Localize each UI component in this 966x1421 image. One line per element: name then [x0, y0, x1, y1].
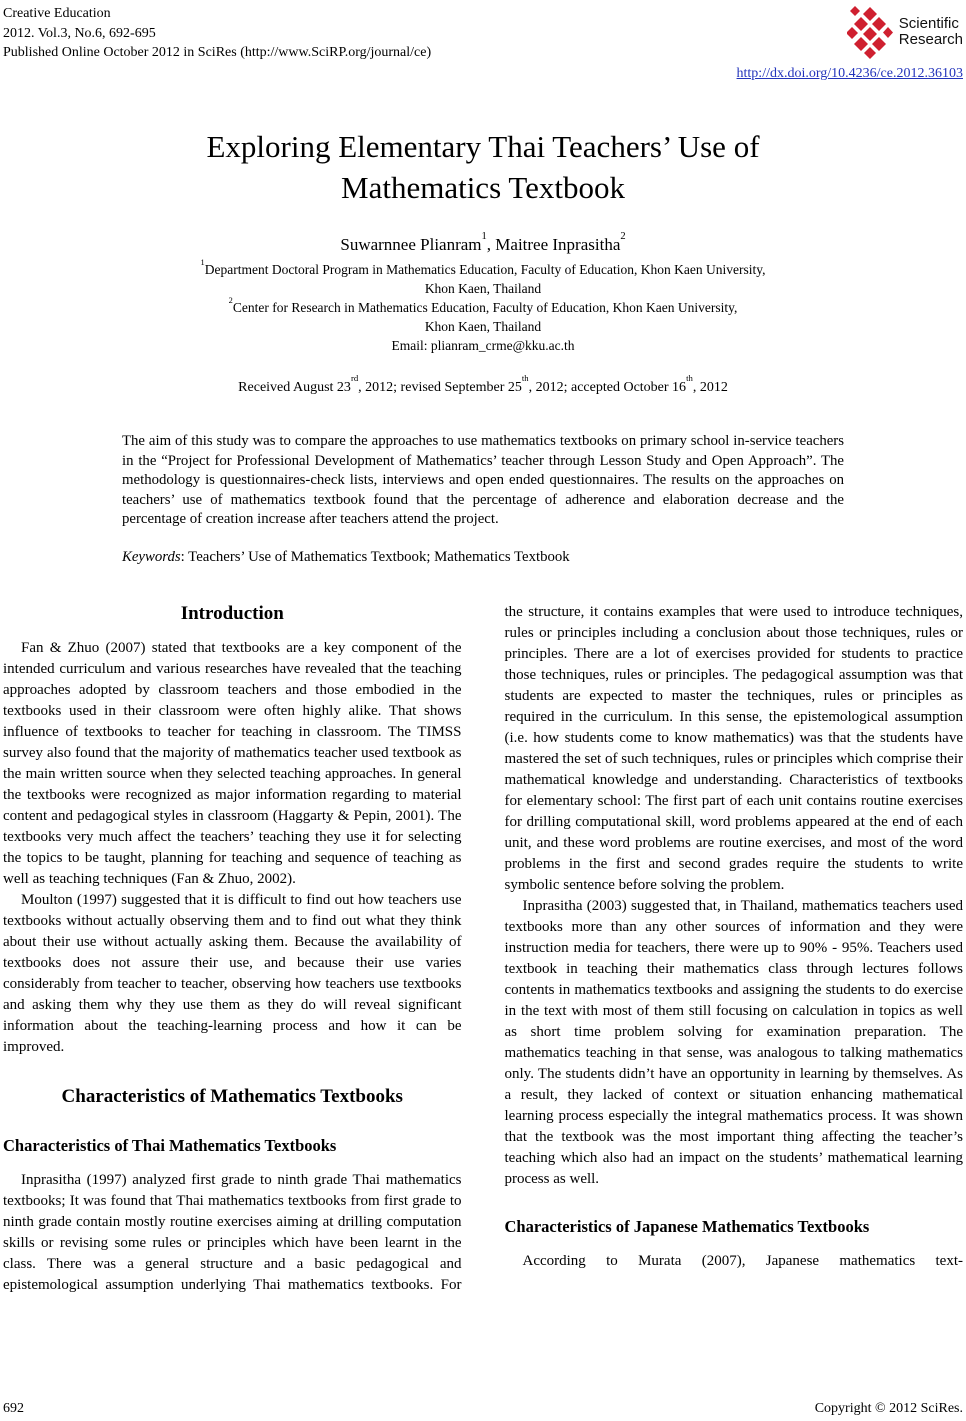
keywords-line — [122, 549, 844, 566]
paragraph: Fan & Zhuo (2007) stated that textbooks are a key component of the intended curriculum and various researches have revealed that the teaching approaches adopted by classroom teachers and those embodied in the textbooks used in their classroom were often highly alike. That shows influence of textbooks to teacher for teaching in classroom. The TIMSS survey also found that the majority of mathematics teacher used textbook as the main written source when they selected teaching approaches. In general the textbooks were recognized as major information regarding to material content and pedagogical styles in classroom (Haggarty & Pepin, 2001). The textbooks very much affect the teachers’ teaching they use it for selecting the topics to be taught, planning for teaching and sequence of teaching as well as teaching techniques (Fan & Zhuo, 2002). — [3, 639, 462, 887]
copyright-notice: Copyright © 2012 SciRes. — [814, 1401, 963, 1416]
journal-name: Creative Education — [3, 6, 111, 21]
article-body — [3, 602, 963, 1296]
paragraph: Moulton (1997) suggested that it is difficult to find out how teachers use textbooks without actually observing them and to find out what they think about their use without actually asking them. Because the availability of textbooks does not assure their use, and because their use varies considerably from teacher to teacher, observing how teachers use textbooks and asking them why they use them as they do will reveal significant information about the teaching-learning process and how it can be improved. — [3, 891, 462, 1055]
affiliation-2-location: Khon Kaen, Thailand — [424, 319, 542, 334]
left-column — [3, 602, 462, 1296]
paragraph: Inprasitha (1997) analyzed first grade to ninth grade Thai mathematics textbooks; It was found that Thai mathematics textbooks from first grade to ninth grade contain mostly routine exercises aiming at drilling computation skills or revising some rules or principles which have been learnt in the class. There was a general structure and a basic pedagogical and epistemological assumption underlying Thai mathematics textbooks. For — [3, 1171, 462, 1293]
received-ordinal: th — [686, 373, 693, 384]
author-1-affmark: 1 — [481, 230, 487, 242]
author-2-affmark: 2 — [620, 230, 626, 242]
received-line — [3, 373, 963, 396]
subsection-heading-japanese-textbooks: Characteristics of Japanese Mathematics Textbooks — [504, 1216, 870, 1236]
page-header — [3, 4, 963, 82]
publisher-name-line2: Research — [898, 31, 963, 48]
affiliation-2-text: Center for Research in Mathematics Education, Faculty of Education, Khon Kaen University, — [232, 300, 738, 315]
paragraph: Inprasitha (2003) suggested that, in Thailand, mathematics teachers used textbooks more than any other sources of information and they were instruction media for teachers, there were up to 90% - 95%. Teachers used textbook in teaching their mathematics class through lectures follows contents in mathematics textbooks and assigning the students to do exercise in the text with most of them still focusing on calculation in topics as well as short time problem solving for examination preparation. The mathematics teaching in that sense, was analogous to talking mathematics only. The students didn’t have an opportunity in learning by themselves. As a result, they lacked of context or situation enhancing mathematical learning process especially the integral mathematics process. It was shown that the textbook was the most important thing affecting the teacher’s teaching which also had an impact on the students’ mathematical learning process as well. — [504, 897, 963, 1187]
paragraph: the structure, it contains examples that were used to introduce techniques, rules or principles including a conclusion about those techniques, rules or principles. There are a lot of exercises provided for students to practice those techniques, rules or principles. The pedagogical assumption was that students are expected to master the techniques, rules or principles as required in the curriculum. In this sense, the epistemological assumption (i.e. how students come to know mathematics) was that the students have mastered the set of such techniques, rules or principles which comprise their mathematical knowledge and understanding. Characteristics of textbooks for elementary school: The first part of each unit contains routine exercises for drilling computational skill, word problems appeared at the end of each unit, and these word problems are routine exercises, and most of the word problems in the first and second grades require the students to write symbolic sentence before solving the problem. — [504, 603, 963, 893]
author-separator: , — [486, 235, 496, 254]
affiliation-1-mark: 1 — [200, 257, 205, 267]
right-column — [505, 602, 964, 1296]
article-title-line1: Exploring Elementary Thai Teachers’ Use of — [206, 129, 760, 164]
received-ordinal: th — [521, 373, 529, 384]
affiliation-2 — [3, 295, 963, 317]
journal-info — [3, 4, 431, 63]
journal-published-line: Published Online October 2012 in SciRes (http://www.SciRP.org/journal/ce) — [3, 45, 432, 60]
keywords-label: Keywords — [122, 548, 181, 565]
affiliation-1-text: Department Doctoral Program in Mathematics Education, Faculty of Education, Khon Kaen University, — [204, 262, 766, 277]
page-footer — [3, 1401, 963, 1417]
email-line: Email: plianram_crme@kku.ac.th — [391, 338, 575, 353]
authors-line — [3, 230, 963, 255]
received-part: , 2012 — [692, 380, 728, 395]
keywords-text: : Teachers’ Use of Mathematics Textbook; Mathematics Textbook — [180, 548, 570, 565]
article-title — [3, 126, 963, 208]
section-heading-characteristics: Characteristics of Mathematics Textbooks — [61, 1085, 403, 1107]
abstract: The aim of this study was to compare the approaches to use mathematics textbooks on primary school in-service teachers in the “Project for Professional Development of Mathematics’ teacher through Lesson Study and Open Approach”. The methodology is questionnaires-check lists, interviews and open ended questionnaires. The results on the approaches on teachers’ use of mathematics textbook found that the percentage of adherence and elaboration decrease and the percentage of creation increase after teachers attend the project. — [122, 433, 844, 527]
received-part: , 2012; accepted October 16 — [528, 380, 687, 395]
affiliation-2-mark: 2 — [228, 295, 233, 305]
publisher-block — [737, 4, 963, 82]
publisher-name-line1: Scientific — [898, 15, 959, 32]
received-part: Received August 23 — [238, 380, 351, 395]
subsection-heading-thai-textbooks: Characteristics of Thai Mathematics Textbooks — [3, 1135, 337, 1155]
received-ordinal: rd — [350, 373, 359, 384]
scientific-research-logo — [737, 4, 963, 60]
scires-diamonds-icon — [847, 4, 893, 60]
paragraph: According to Murata (2007), Japanese mathematics text- — [522, 1252, 963, 1269]
received-part: , 2012; revised September 25 — [358, 380, 522, 395]
page-number: 692 — [3, 1401, 24, 1416]
journal-volume: 2012. Vol.3, No.6, 692-695 — [3, 25, 156, 41]
author-2: Maitree Inprasitha — [495, 235, 621, 254]
article-title-line2: Mathematics Textbook — [341, 170, 625, 205]
author-1: Suwarnnee Plianram — [340, 235, 482, 254]
publisher-name — [899, 16, 963, 48]
affiliations — [3, 257, 963, 355]
affiliation-1-location: Khon Kaen, Thailand — [424, 281, 542, 296]
doi-link[interactable]: http://dx.doi.org/10.4236/ce.2012.36103 — [736, 66, 963, 81]
section-heading-introduction: Introduction — [180, 602, 284, 624]
affiliation-1 — [3, 257, 963, 279]
